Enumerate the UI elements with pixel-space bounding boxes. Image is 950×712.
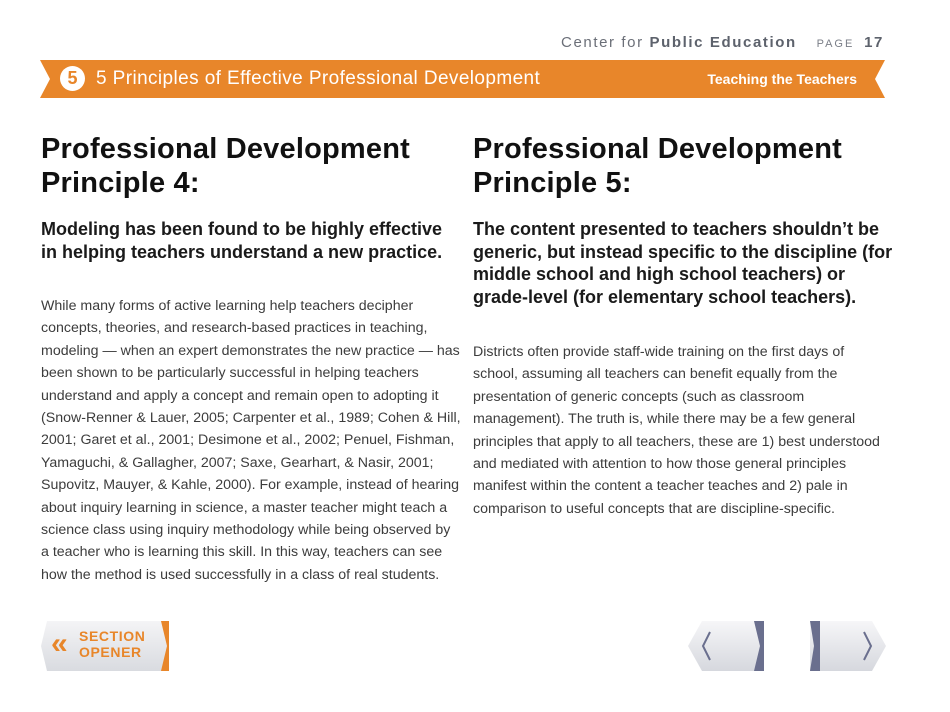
- page-number: 17: [864, 34, 884, 51]
- principle-4-subheading: Modeling has been found to be highly effective in helping teachers understand a new practice.: [41, 219, 443, 262]
- banner-title: 5 Principles of Effective Professional Development: [96, 68, 541, 89]
- heading-line-1: Professional Development: [473, 133, 843, 165]
- section-opener-line-1: SECTION: [79, 628, 146, 644]
- page-label: PAGE: [816, 38, 855, 50]
- section-opener-button[interactable]: [41, 621, 169, 671]
- principle-5-heading: [473, 132, 893, 200]
- principle-number-badge: 5: [60, 66, 85, 91]
- chevron-right-icon: [810, 621, 886, 671]
- heading-line-2: Principle 5:: [473, 167, 632, 199]
- org-name-light: Center for: [561, 34, 644, 51]
- publication-header: [561, 34, 884, 51]
- previous-page-button[interactable]: [688, 621, 764, 671]
- principle-5-column: [473, 132, 893, 520]
- org-name-bold: Public Education: [649, 34, 797, 51]
- principle-4-column: [41, 132, 461, 586]
- chevron-left-icon: [688, 621, 764, 671]
- banner-section-name: Teaching the Teachers: [707, 71, 857, 87]
- heading-line-2: Principle 4:: [41, 167, 200, 199]
- section-opener-line-2: OPENER: [79, 643, 142, 660]
- principle-5-body: Districts often provide staff-wide training on the first days of school, assuming all teachers can benefit equally from the presentation of generic concepts (such as classroom management). The truth is, while there may be a few general principles that apply to all teachers, these are 1) best understood and mediated with attention to how those general principles manifest within the content a teacher teaches and 2) pale in comparison to useful concepts that are discipline-specific.: [473, 344, 880, 517]
- heading-line-1: Professional Development: [41, 133, 411, 165]
- section-banner: [40, 60, 885, 98]
- section-opener-label: [79, 629, 159, 660]
- principle-5-subheading: The content presented to teachers shouldn’t be generic, but instead specific to the discipline (for middle school and high school teachers) or grade-level (for elementary school teachers).: [473, 219, 893, 307]
- next-page-button[interactable]: [810, 621, 886, 671]
- principle-4-heading: [41, 132, 461, 200]
- double-chevron-left-icon: «: [51, 627, 62, 660]
- principle-4-body: While many forms of active learning help teachers decipher concepts, theories, and research-based practices in teaching, modeling — when an expert demonstrates the new practice — has been shown to be particularly successful in helping teachers understand and apply a concept and remain open to adopting it (Snow-Renner & Lauer, 2005; Carpenter et al., 1989; Cohen & Hill, 2001; Garet et al., 2001; Desimone et al., 2002; Penuel, Fishman, Yamaguchi, & Gallagher, 2007; Saxe, Gearhart, & Nasir, 2001; Supovitz, Mauyer, & Kahle, 2000). For example, instead of hearing about inquiry learning in science, a master teacher might teach a science class using inquiry methodology while being observed by a teacher who is learning this skill. In this way, teachers can see how the method is used successfully in a class of real students.: [41, 298, 461, 583]
